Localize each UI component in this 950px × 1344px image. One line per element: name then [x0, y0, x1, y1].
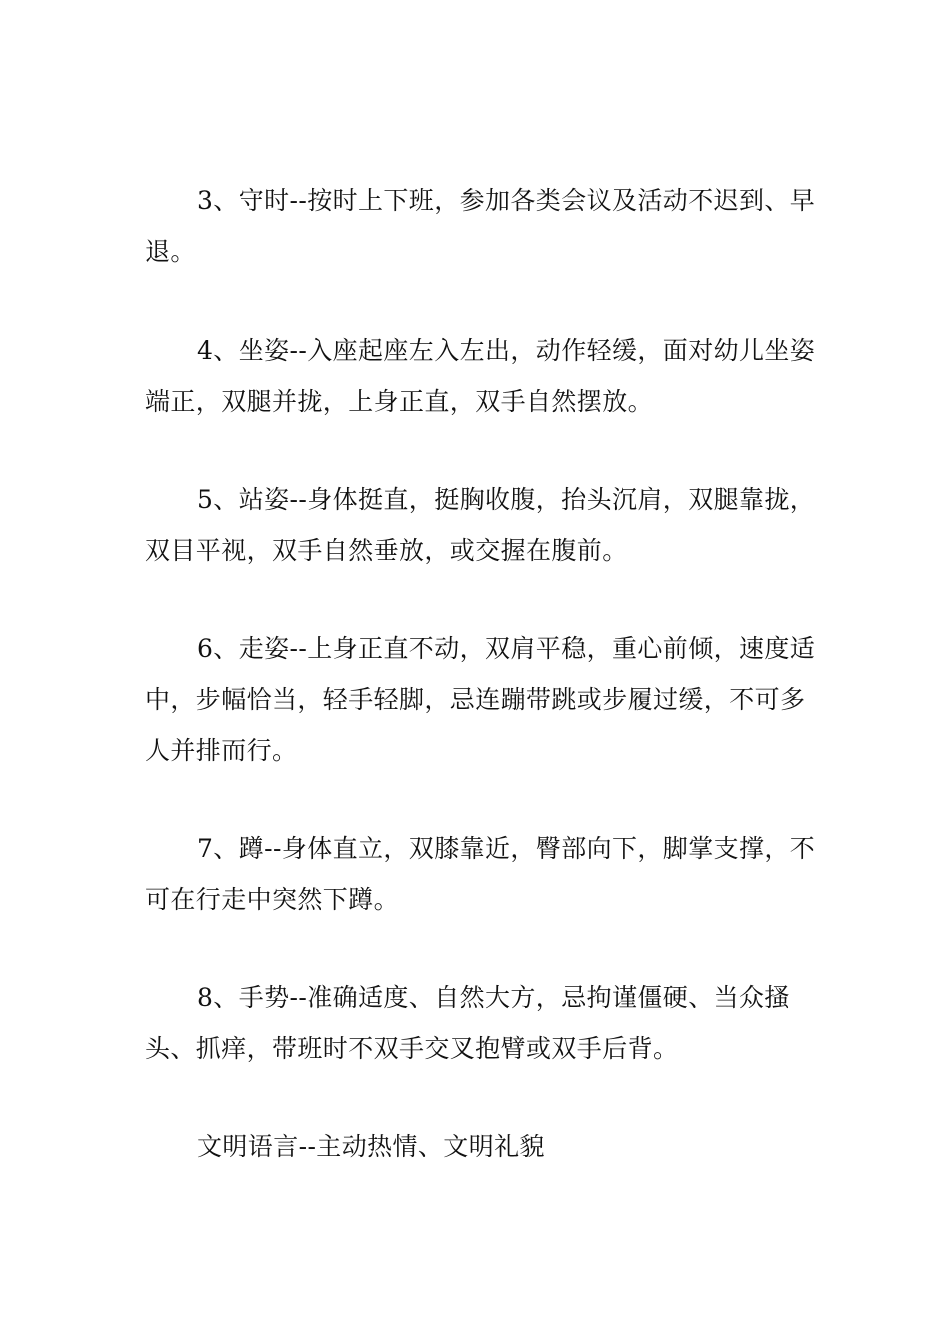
paragraph-walking-posture: 6、走姿--上身正直不动，双肩平稳，重心前倾，速度适中，步幅恰当，轻手轻脚，忌连蹦带跳或步履过缓，不可多人并排而行。	[145, 634, 816, 765]
section-heading-civil-language: 文明语言--主动热情、文明礼貌	[197, 1132, 545, 1161]
paragraph-standing-posture: 5、站姿--身体挺直，挺胸收腹，抬头沉肩，双腿靠拢，双目平视，双手自然垂放，或交握在腹前。	[145, 485, 816, 565]
paragraph-sitting-posture: 4、坐姿--入座起座左入左出，动作轻缓，面对幼儿坐姿端正，双腿并拢，上身正直，双手自然摆放。	[145, 336, 816, 416]
paragraph-gestures: 8、手势--准确适度、自然大方，忌拘谨僵硬、当众搔头、抓痒，带班时不双手交叉抱臂或双手后背。	[145, 983, 790, 1063]
paragraph-squatting: 7、蹲--身体直立，双膝靠近，臀部向下，脚掌支撑，不可在行走中突然下蹲。	[145, 834, 816, 914]
paragraph-punctuality: 3、守时--按时上下班，参加各类会议及活动不迟到、早退。	[145, 186, 816, 266]
